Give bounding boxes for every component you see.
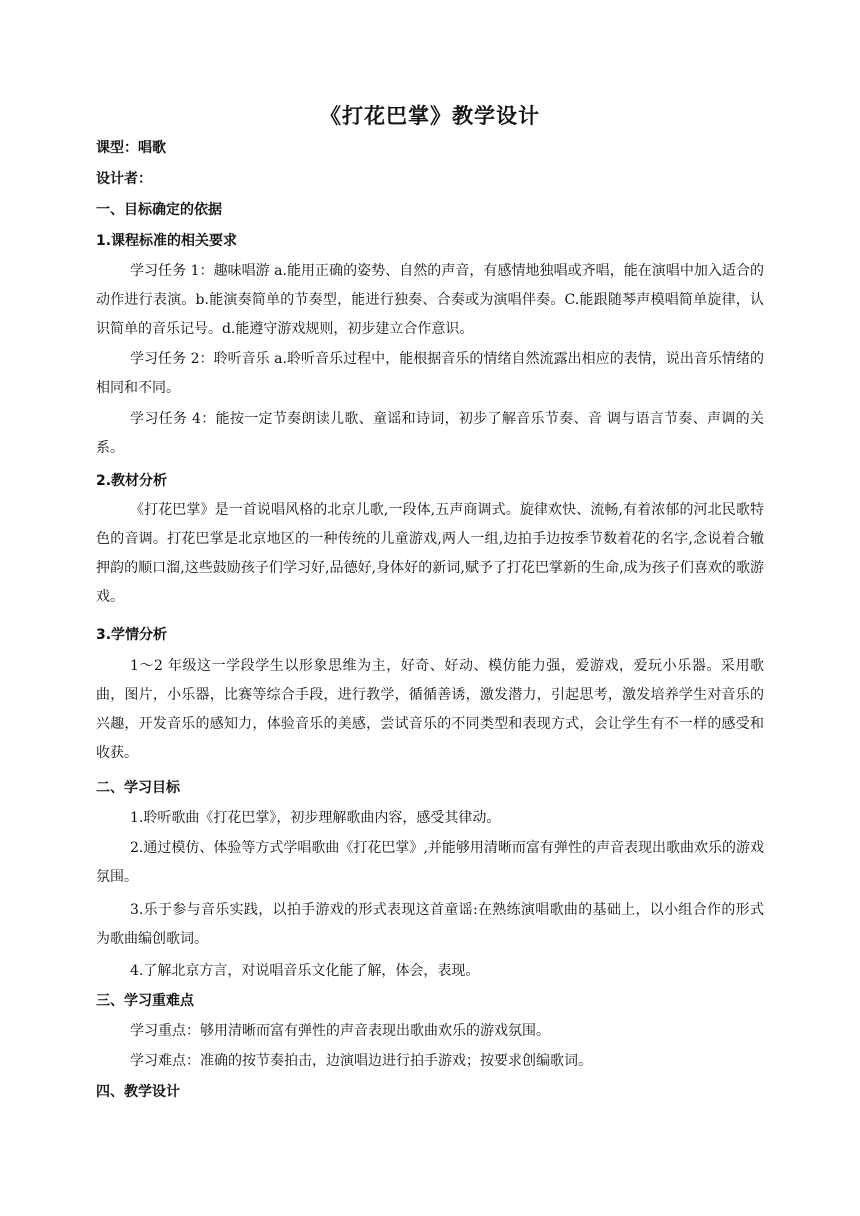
- paragraph-task-1: 学习任务 1：趣味唱游 a.能用正确的姿势、自然的声音，有感情地独唱或齐唱，能在演唱中加入适合的动作进行表演。b.能演奏简单的节奏型，能进行独奏、合奏或为演唱伴奏。C.能跟随琴声模唱简单旋律，认识简单的音乐记号。d.能遵守游戏规则，初步建立合作意识。: [96, 263, 764, 337]
- paragraph-task-4: 学习任务 4：能按一定节奏朗读儿歌、童谣和诗词，初步了解音乐节奏、音 调与语言节奏、声调的关系。: [96, 411, 764, 456]
- difficulty-point: 学习难点：准确的按节奏拍击，边演唱边进行拍手游戏；按要求创编歌词。: [130, 1053, 592, 1069]
- section-heading-3: 三、学习重难点: [96, 993, 194, 1009]
- designer: 设计者：: [96, 171, 152, 187]
- course-type: 课型：唱歌: [96, 140, 166, 156]
- paragraph-task-2: 学习任务 2：聆听音乐 a.聆听音乐过程中，能根据音乐的情绪自然流露出相应的表情，说出音乐情绪的相同和不同。: [96, 351, 764, 396]
- section-heading-2: 二、学习目标: [96, 780, 180, 796]
- goal-3: 3.乐于参与音乐实践，以拍手游戏的形式表现这首童谣:在熟练演唱歌曲的基础上，以小组合作的形式为歌曲编创歌词。: [96, 902, 764, 947]
- subsection-heading-1-1: 1.课程标准的相关要求: [96, 233, 238, 249]
- subsection-heading-1-2: 2.教材分析: [96, 473, 168, 489]
- paragraph-student-analysis: 1～2 年级这一学段学生以形象思维为主，好奇、好动、模仿能力强，爱游戏，爱玩小乐器。采用歌曲，图片，小乐器，比赛等综合手段，进行教学，循循善诱，激发潜力，引起思考，激发培养学生对音乐的兴趣，开发音乐的感知力，体验音乐的美感，尝试音乐的不同类型和表现方式，会让学生有不一样的感受和收获。: [96, 658, 764, 761]
- key-point: 学习重点：够用清晰而富有弹性的声音表现出歌曲欢乐的游戏氛围。: [130, 1023, 550, 1039]
- goal-4: 4.了解北京方言，对说唱音乐文化能了解，体会，表现。: [130, 963, 480, 979]
- goal-2: 2.通过模仿、体验等方式学唱歌曲《打花巴掌》,并能够用清晰而富有弹性的声音表现出歌曲欢乐的游戏氛围。: [96, 840, 764, 885]
- section-heading-4: 四、教学设计: [96, 1084, 180, 1100]
- subsection-heading-1-3: 3.学情分析: [96, 627, 168, 643]
- section-heading-1: 一、目标确定的依据: [96, 202, 222, 218]
- paragraph-textbook-analysis: 《打花巴掌》是一首说唱风格的北京儿歌,一段体,五声商调式。旋律欢快、流畅,有着浓郁的河北民歌特色的音调。打花巴掌是北京地区的一种传统的儿童游戏,两人一组,边拍手边按季节数着花的名字,念说着合辙押韵的顺口溜,这些鼓励孩子们学习好,品德好,身体好的新词,赋予了打花巴掌新的生命,成为孩子们喜欢的歌游戏。: [96, 502, 764, 605]
- document-title: 《打花巴掌》教学设计: [320, 104, 540, 128]
- goal-1: 1.聆听歌曲《打花巴掌》，初步理解歌曲内容，感受其律动。: [130, 810, 501, 826]
